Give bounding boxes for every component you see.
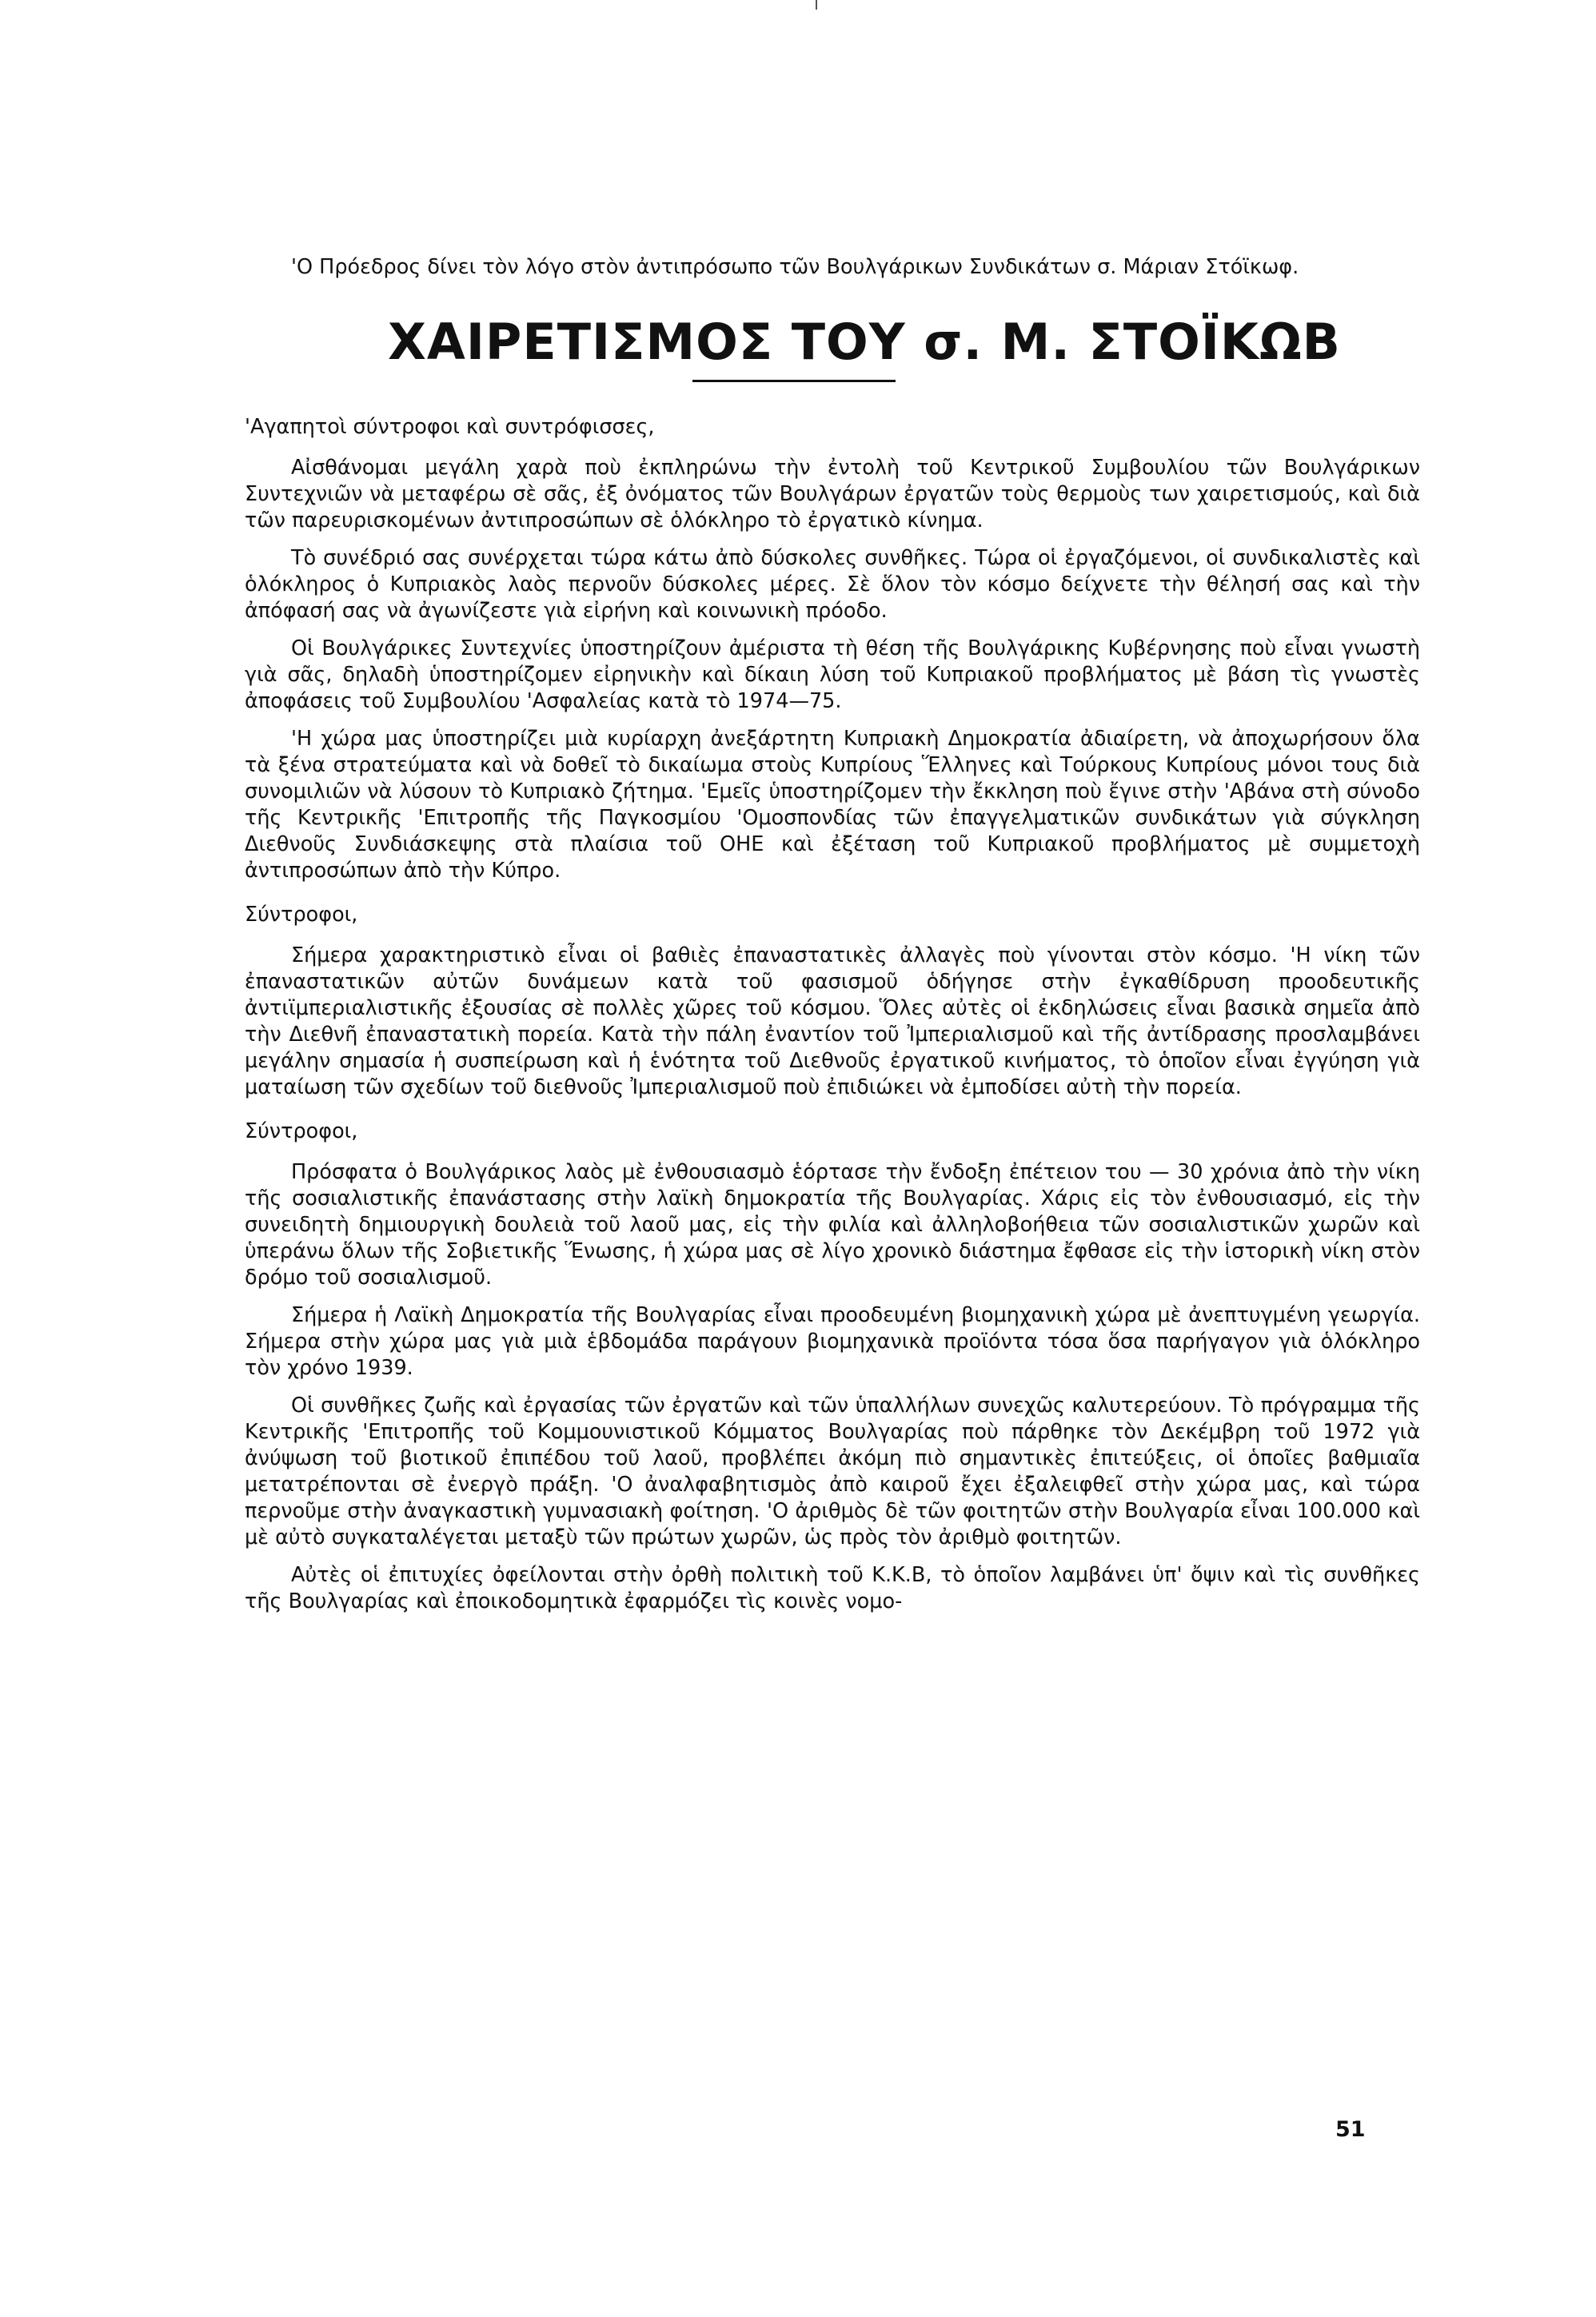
paragraph: Οἱ Βουλγάρικες Συντεχνίες ὑποστηρίζουν ἀμέριστα τὴ θέση τῆς Βουλγάρικης Κυβέρνησης ποὺ εἶναι γνωστὴ γιὰ σᾶς, δηλαδὴ ὑποστηρίζομεν εἰρηνικὴν καὶ δίκαιη λύση τοῦ Κυπριακοῦ προβλήματος μὲ βάση τὶς γνωστὲς ἀποφάσεις τοῦ Συμβουλίου 'Ασφαλείας κατὰ τὸ 1974—75. [245, 636, 1420, 713]
paragraph: Τὸ συνέδριό σας συνέρχεται τώρα κάτω ἀπὸ δύσκολες συνθῆκες. Τώρα οἱ ἐργαζόμενοι, οἱ συνδικαλιστὲς καὶ ὁλόκληρος ὁ Κυπριακὸς λαὸς περνοῦν δύσκολες μέρες. Σὲ ὅλον τὸν κόσμο δείχνετε τὴν θέλησή σας καὶ τὴν ἀπόφασή σας νὰ ἀγωνίζεστε γιὰ εἰρήνη καὶ κοινωνικὴ πρόοδο. [245, 546, 1420, 623]
page-title: ΧΑΙΡΕΤΙΣΜΟΣ ΤΟΥ σ. Μ. ΣΤΟΪΚΩΒ [388, 313, 1341, 371]
paragraph: Σήμερα χαρακτηριστικὸ εἶναι οἱ βαθιὲς ἐπαναστατικὲς ἀλλαγὲς ποὺ γίνονται στὸν κόσμο. 'Η νίκη τῶν ἐπαναστατικῶν αὐτῶν δυνάμεων κατὰ τοῦ φασισμοῦ ὁδήγησε στὴν ἐγκαθίδρυση προοδευτικῆς ἀντιϊμπεριαλιστικῆς ἐξουσίας σὲ πολλὲς χῶρες τοῦ κόσμου. Ὅλες αὐτὲς οἱ ἐκδηλώσεις εἶναι βασικὰ σημεῖα ἀπὸ τὴν Διεθνῆ ἐπαναστατικὴ πορεία. Κατὰ τὴν πάλη ἐναντίον τοῦ Ἰμπεριαλισμοῦ καὶ τῆς ἀντίδρασης προσλαμβάνει μεγάλην σημασία ἡ συσπείρωση καὶ ἡ ἑνότητα τοῦ Διεθνοῦς ἐργατικοῦ κινήματος, τὸ ὁποῖον εἶναι ἐγγύηση γιὰ ματαίωση τῶν σχεδίων τοῦ διεθνοῦς Ἰμπεριαλισμοῦ ποὺ ἐπιδιώκει νὰ ἐμποδίσει αὐτὴ τὴν πορεία. [245, 943, 1420, 1099]
salutation: 'Αγαπητοὶ σύντροφοι καὶ συντρόφισσες, [245, 415, 655, 439]
salutation-comrades: Σύντροφοι, [245, 1119, 358, 1143]
scan-mark [816, 0, 817, 10]
paragraph: Αὐτὲς οἱ ἐπιτυχίες ὀφείλονται στὴν ὀρθὴ πολιτικὴ τοῦ Κ.Κ.Β, τὸ ὁποῖον λαμβάνει ὑπ' ὄψιν καὶ τὶς συνθῆκες τῆς Βουλγαρίας καὶ ἐποικοδομητικὰ ἐφαρμόζει τὶς κοινὲς νομο- [245, 1563, 1420, 1613]
paragraph: Αἰσθάνομαι μεγάλη χαρὰ ποὺ ἐκπληρώνω τὴν ἐντολὴ τοῦ Κεντρικοῦ Συμβουλίου τῶν Βουλγάρικων Συντεχνιῶν νὰ μεταφέρω σὲ σᾶς, ἐξ ὀνόματος τῶν Βουλγάρων ἐργατῶν τοὺς θερμοὺς των χαιρετισμούς, καὶ διὰ τῶν παρευρισκομένων ἀντιπροσώπων σὲ ὁλόκληρο τὸ ἐργατικὸ κίνημα. [245, 456, 1420, 532]
paragraph: Σήμερα ἡ Λαϊκὴ Δημοκρατία τῆς Βουλγαρίας εἶναι προοδευμένη βιομηχανικὴ χώρα μὲ ἀνεπτυγμένη γεωργία. Σήμερα στὴν χώρα μας γιὰ μιὰ ἑβδομάδα παράγουν βιομηχανικὰ προϊόντα τόσα ὅσα παρήγαγον γιὰ ὁλόκληρο τὸν χρόνο 1939. [245, 1303, 1420, 1380]
paragraph: 'Η χώρα μας ὑποστηρίζει μιὰ κυρίαρχη ἀνεξάρτητη Κυπριακὴ Δημοκρατία ἀδιαίρετη, νὰ ἀποχωρήσουν ὅλα τὰ ξένα στρατεύματα καὶ νὰ δοθεῖ τὸ δικαίωμα στοὺς Κυπρίους Ἕλληνες καὶ Τούρκους Κυπρίους μόνοι τους διὰ συνομιλιῶν νὰ λύσουν τὸ Κυπριακὸ ζήτημα. 'Εμεῖς ὑποστηρίζομεν τὴν ἔκκληση ποὺ ἔγινε στὴν 'Αβάνα στὴ σύνοδο τῆς Κεντρικῆς 'Επιτροπῆς τῆς Παγκοσμίου 'Ομοσπονδίας τῶν ἐπαγγελματικῶν συνδικάτων γιὰ σύγκληση Διεθνοῦς Συνδιάσκεψης στὰ πλαίσια τοῦ ΟΗΕ καὶ ἐξέταση τοῦ Κυπριακοῦ προβλήματος μὲ συμμετοχὴ ἀντιπροσώπων ἀπὸ τὴν Κύπρο. [245, 727, 1420, 883]
paragraph: Οἱ συνθῆκες ζωῆς καὶ ἐργασίας τῶν ἐργατῶν καὶ τῶν ὑπαλλήλων συνεχῶς καλυτερεύουν. Τὸ πρόγραμμα τῆς Κεντρικῆς 'Επιτροπῆς τοῦ Κομμουνιστικοῦ Κόμματος Βουλγαρίας ποὺ πάρθηκε τὸν Δεκέμβρη τοῦ 1972 γιὰ ἀνύψωση τοῦ βιοτικοῦ ἐπιπέδου τοῦ λαοῦ, προβλέπει ἀκόμη πιὸ σημαντικὲς ἐπιτεύξεις, οἱ ὁποῖες βαθμιαῖα μετατρέπονται σὲ ἐνεργὸ πράξη. 'Ο ἀναλφαβητισμὸς ἀπὸ καιροῦ ἔχει ἐξαλειφθεῖ στὴν χώρα μας, καὶ τώρα περνοῦμε στὴν ἀναγκαστικὴ γυμνασιακὴ φοίτηση. 'Ο ἀριθμὸς δὲ τῶν φοιτητῶν στὴν Βουλγαρία εἶναι 100.000 καὶ μὲ αὐτὸ συγκαταλέγεται μεταξὺ τῶν πρώτων χωρῶν, ὡς πρὸς τὸν ἀριθμὸ φοιτητῶν. [245, 1394, 1420, 1549]
page-number: 51 [1335, 2117, 1366, 2142]
salutation-comrades: Σύντροφοι, [245, 903, 358, 927]
document-page [245, 254, 1420, 1626]
title-underline [692, 380, 896, 382]
paragraph: Πρόσφατα ὁ Βουλγάρικος λαὸς μὲ ἐνθουσιασμὸ ἑόρτασε τὴν ἔνδοξη ἐπέτειον του — 30 χρόνια ἀπὸ τὴν νίκη τῆς σοσιαλιστικῆς ἐπανάστασης στὴν λαϊκὴ δημοκρατία τῆς Βουλγαρίας. Χάρις εἰς τὸν ἐνθουσιασμό, εἰς τὴν συνειδητὴ δημιουργικὴ δουλειὰ τοῦ λαοῦ μας, εἰς τὴν φιλία καὶ ἀλληλοβοήθεια τῶν σοσιαλιστικῶν χωρῶν καὶ ὑπεράνω ὅλων τῆς Σοβιετικῆς Ἕνωσης, ἡ χώρα μας σὲ λίγο χρονικὸ διάστημα ἔφθασε εἰς τὴν ἱστορικὴ νίκη στὸν δρόμο τοῦ σοσιαλισμοῦ. [245, 1160, 1420, 1290]
intro-paragraph: 'Ο Πρόεδρος δίνει τὸν λόγο στὸν ἀντιπρόσωπο τῶν Βουλγάρικων Συνδικάτων σ. Μάριαν Στόϊκωφ. [291, 255, 1299, 279]
